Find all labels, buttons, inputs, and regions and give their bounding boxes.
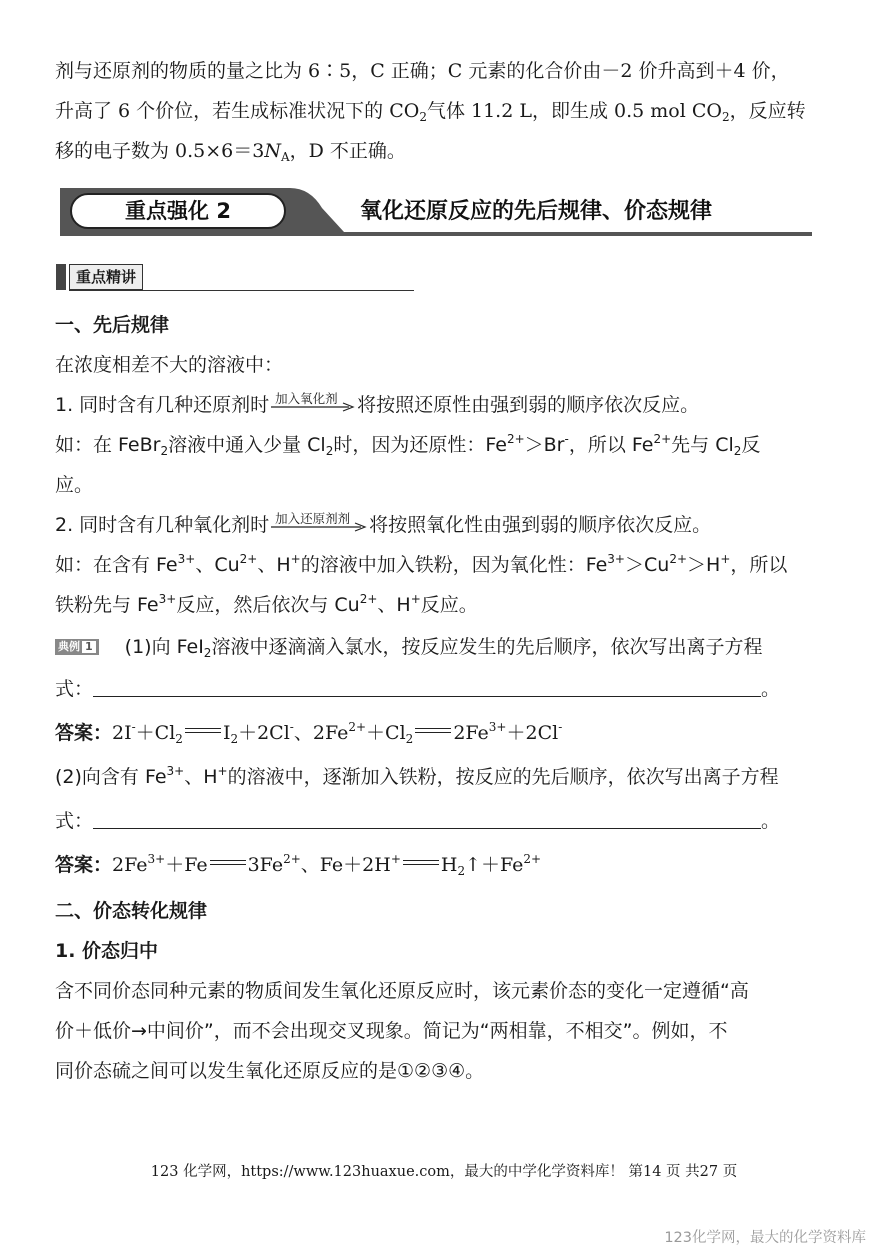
text: ＞Br (524, 434, 565, 456)
text: H (440, 854, 458, 876)
rule-text: 1. 同时含有几种还原剂时 (55, 394, 270, 416)
reaction-arrow (269, 512, 369, 538)
text: ↑＋Fe (465, 854, 524, 876)
superscript: 3+ (158, 592, 177, 606)
example-question-2 (55, 764, 779, 790)
equals-sign-icon (401, 858, 441, 868)
text: 如：在 FeBr (55, 434, 161, 456)
subscript: 2 (175, 732, 183, 746)
subsection-heading: 1. 价态归中 (55, 940, 159, 962)
superscript: 2+ (348, 720, 367, 734)
intro-text: 剂与还原剂的物质的量之比为 6∶5，C 正确；C 元素的化合价由－2 价升高到＋4 价， (55, 60, 790, 82)
answer-blank-line (55, 808, 780, 834)
superscript: 2+ (669, 552, 688, 566)
subheader-label: 重点精讲 (69, 264, 143, 290)
watermark: 123化学网，最大的化学资料库 (664, 1230, 866, 1246)
text: 2Fe (453, 722, 489, 744)
superscript: + (390, 852, 401, 866)
superscript: 3+ (607, 552, 625, 566)
intro-text: 气体 11.2 L，即生成 0.5 mol CO (426, 100, 722, 122)
answer-blank-line (55, 676, 780, 702)
example-question-1 (55, 634, 762, 660)
rule-1 (55, 392, 699, 418)
intro-text: 升高了 6 个价位，若生成标准状况下的 CO (55, 100, 420, 122)
section-heading-2: 二、价态转化规律 (55, 900, 208, 922)
avogadro-symbol: N (264, 140, 281, 162)
rule-text: 将按照氧化性由强到弱的顺序依次反应。 (369, 514, 712, 536)
text: 、H (377, 594, 411, 616)
text: ＋2Cl (238, 722, 290, 744)
superscript: 2+ (653, 432, 672, 446)
answer-1 (55, 720, 562, 746)
answer-label: 答案： (55, 722, 113, 744)
superscript: 2+ (359, 592, 378, 606)
intro-text: ，D 不正确。 (289, 140, 406, 162)
text: 反 (741, 434, 761, 456)
rule-2 (55, 512, 711, 538)
intro-line-2 (55, 98, 806, 124)
text: ，所以 (730, 554, 788, 576)
equals-sign-icon (413, 726, 453, 736)
text: 。 (761, 810, 781, 832)
arrow-label: 加入氧化剂 (275, 391, 338, 406)
superscript: - (289, 720, 294, 734)
text: 、H (184, 766, 218, 788)
text: 、2Fe (293, 722, 349, 744)
text: 、H (257, 554, 291, 576)
superscript: + (720, 552, 731, 566)
intro-line-3 (55, 138, 406, 164)
arrow-icon (269, 402, 357, 412)
text: 的溶液中，逐渐加入铁粉，按反应的先后顺序，依次写出离子方程 (227, 766, 779, 788)
reaction-arrow (269, 392, 357, 418)
text: 2I (112, 722, 132, 744)
equals-sign-icon (208, 858, 248, 868)
superscript: - (131, 720, 136, 734)
page-footer: 123 化学网，https://www.123huaxue.com，最大的中学化学资料库！ 第14 页 共27 页 (150, 1164, 738, 1180)
example-line (55, 552, 787, 578)
subscript: 2 (203, 646, 212, 660)
superscript: 3+ (177, 552, 196, 566)
superscript: 2+ (506, 432, 525, 446)
text: I (222, 722, 231, 744)
text: ，所以 Fe (568, 434, 654, 456)
answer-2 (55, 852, 541, 878)
superscript: 2+ (523, 852, 542, 866)
banner-tag: 重点强化 2 (70, 193, 286, 229)
superscript: 3+ (166, 764, 185, 778)
superscript: 3+ (147, 852, 166, 866)
text: 时，因为还原性：Fe (333, 434, 507, 456)
banner-rule (60, 232, 812, 236)
text: 如：在含有 Fe (55, 554, 178, 576)
text: ＋Cl (366, 722, 406, 744)
example-line (55, 432, 760, 458)
text: 式： (55, 678, 94, 700)
text: 的溶液中加入铁粉，因为氧化性：Fe (300, 554, 608, 576)
text: 铁粉先与 Fe (55, 594, 159, 616)
arrow-icon (269, 522, 369, 532)
arrow-label: 加入还原剂剂 (275, 511, 351, 526)
subheader-rule (69, 290, 414, 291)
subheader-mark (56, 264, 66, 290)
superscript: - (558, 720, 563, 734)
text: 溶液中通入少量 Cl (168, 434, 326, 456)
example-tag-label: 典例 (58, 640, 80, 653)
text: (1)向 FeI (124, 636, 204, 658)
paragraph: 在浓度相差不大的溶液中： (55, 354, 284, 376)
subscript: 2 (230, 732, 239, 746)
subscript: 2 (160, 444, 169, 458)
text: 2Fe (112, 854, 148, 876)
text: 3Fe (247, 854, 284, 876)
equals-sign-icon (183, 726, 223, 736)
section-banner (60, 188, 812, 238)
banner-title: 氧化还原反应的先后规律、价态规律 (360, 199, 713, 224)
text: 先与 Cl (671, 434, 734, 456)
superscript: 2+ (283, 852, 301, 866)
answer-blank[interactable] (93, 808, 761, 829)
intro-text: ，反应转 (729, 100, 806, 122)
example-tag (55, 639, 99, 655)
text: ＋Fe (165, 854, 208, 876)
subscript: 2 (733, 444, 742, 458)
text: 。 (761, 678, 781, 700)
subscript: 2 (721, 110, 730, 124)
text: 反应，然后依次与 Cu (176, 594, 360, 616)
paragraph: 含不同价态同种元素的物质间发生氧化还原反应时，该元素价态的变化一定遵循“高 (55, 980, 749, 1002)
subscript: 2 (457, 864, 466, 878)
intro-line-1 (55, 58, 790, 84)
text: ＋Cl (135, 722, 176, 744)
superscript: + (410, 592, 421, 606)
text: ＞Cu (625, 554, 670, 576)
answer-label: 答案： (55, 854, 113, 876)
superscript: 2+ (239, 552, 258, 566)
section-heading-1: 一、先后规律 (55, 314, 170, 336)
superscript: 3+ (488, 720, 507, 734)
superscript: + (217, 764, 228, 778)
rule-text: 2. 同时含有几种氧化剂时 (55, 514, 270, 536)
subscript: 2 (325, 444, 334, 458)
text: 溶液中逐滴滴入氯水，按反应发生的先后顺序，依次写出离子方程 (211, 636, 763, 658)
subscript: 2 (405, 732, 414, 746)
rule-text: 将按照还原性由强到弱的顺序依次反应。 (357, 394, 700, 416)
text: 反应。 (420, 594, 478, 616)
answer-blank[interactable] (93, 676, 761, 697)
subheader (56, 262, 414, 292)
subscript: 2 (419, 110, 427, 124)
example-tag-number: 1 (82, 641, 96, 653)
text: ＋2Cl (506, 722, 559, 744)
text: 、Cu (195, 554, 240, 576)
example-line: 应。 (55, 474, 94, 496)
example-line (55, 592, 478, 618)
text: 、Fe＋2H (300, 854, 391, 876)
text: ＞H (687, 554, 721, 576)
intro-text: 移的电子数为 0.5×6＝3 (55, 140, 265, 162)
paragraph: 同价态硫之间可以发生氧化还原反应的是①②③④。 (55, 1060, 485, 1082)
text: (2)向含有 Fe (55, 766, 167, 788)
text: 式： (55, 810, 94, 832)
superscript: + (290, 552, 301, 566)
superscript: - (564, 432, 569, 446)
paragraph: 价＋低价→中间价”，而不会出现交叉现象。简记为“两相靠，不相交”。例如，不 (55, 1020, 728, 1042)
subscript: A (280, 150, 290, 164)
